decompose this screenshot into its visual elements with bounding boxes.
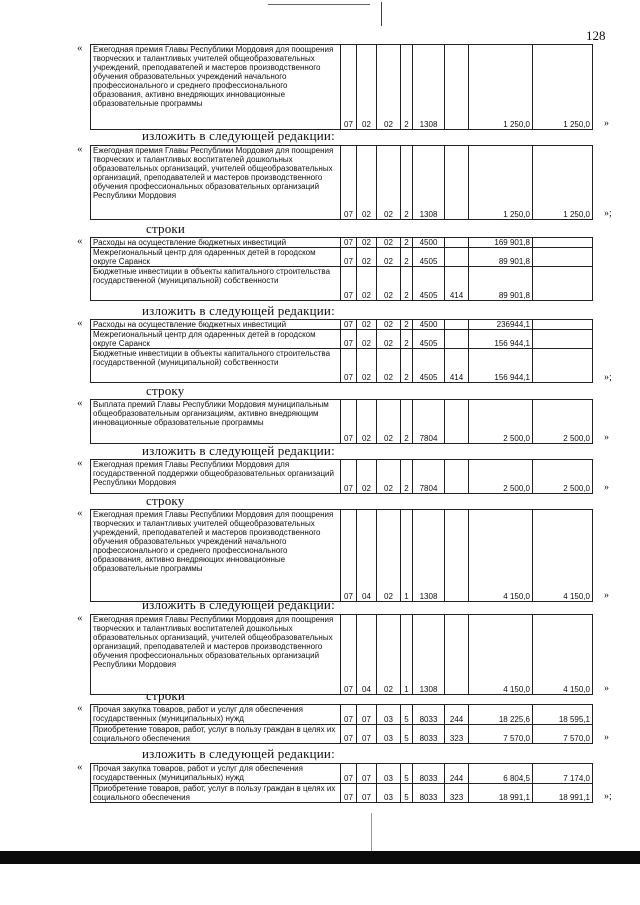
cell-amount-2: 4 150,0 [533,615,593,695]
budget-table [90,763,593,803]
cell-section: 07 [341,784,357,803]
cell-target-a: 02 [377,146,401,220]
cell-expense-type: 244 [445,764,469,784]
close-quote: » [604,482,609,493]
cell-amount-1: 169 901,8 [469,238,533,248]
cell-name: Бюджетные инвестиции в объекты капитального строительства государственной (муниципальной) собственности [91,349,341,383]
cell-target-c: 8033 [413,784,445,803]
cell-amount-1: 7 570,0 [469,725,533,744]
cell-name: Ежегодная премия Главы Республики Мордовия для государственной поддержки общеобразовательных организаций Республики Мордовия [91,460,341,494]
cell-target-b: 5 [401,705,413,725]
cell-name: Расходы на осуществление бюджетных инвестиций [91,320,341,330]
cell-subsection: 02 [357,248,377,267]
cell-subsection: 02 [357,330,377,349]
close-quote: » [604,118,609,129]
cell-subsection: 02 [357,320,377,330]
table-row [91,784,593,803]
cell-amount-2: 2 500,0 [533,460,593,494]
cell-name: Приобретение товаров, работ, услуг в пользу граждан в целях их социального обеспечения [91,784,341,803]
cell-expense-type [445,238,469,248]
cell-target-b: 2 [401,45,413,130]
cell-target-a: 02 [377,238,401,248]
cell-amount-1: 4 150,0 [469,510,533,602]
scan-fold-line [371,813,372,851]
cell-amount-1: 18 991,1 [469,784,533,803]
cell-name: Ежегодная премия Главы Республики Мордовия для поощрения творческих и талантливых учителей общеобразовательных учреждений, преподавателей и мастеров производственного обучения образовательных учреждений начального профессионального и среднего профессионального образования, активно внедряющих инновационные образовательные программы [91,45,341,130]
cell-target-b: 5 [401,725,413,744]
section-heading: изложить в следующей редакции: [142,128,335,143]
cell-amount-1: 18 225,6 [469,705,533,725]
cell-target-b: 1 [401,615,413,695]
scan-edge-bar [0,851,640,864]
cell-expense-type: 414 [445,267,469,301]
table-row [91,238,593,248]
top-rule [268,4,370,5]
cell-name: Расходы на осуществление бюджетных инвестиций [91,238,341,248]
cell-target-b: 2 [401,267,413,301]
section-heading: изложить в следующей редакции: [142,443,335,458]
cell-target-b: 2 [401,400,413,444]
table-row [91,510,593,602]
cell-target-c: 4500 [413,238,445,248]
close-quote: » [604,432,609,443]
table-row [91,615,593,695]
cell-subsection: 02 [357,349,377,383]
cell-section: 07 [341,320,357,330]
section-heading: изложить в следующей редакции: [142,303,335,318]
cell-target-a: 02 [377,45,401,130]
cell-amount-2 [533,248,593,267]
cell-subsection: 07 [357,784,377,803]
cell-expense-type [445,330,469,349]
top-tick-mark [381,2,382,26]
cell-target-b: 5 [401,784,413,803]
cell-name: Бюджетные инвестиции в объекты капитального строительства государственной (муниципальной) собственности [91,267,341,301]
cell-target-c: 4505 [413,267,445,301]
cell-expense-type [445,248,469,267]
cell-target-c: 1308 [413,146,445,220]
cell-section: 07 [341,400,357,444]
budget-table [90,44,593,130]
cell-target-a: 02 [377,320,401,330]
cell-target-a: 02 [377,248,401,267]
cell-amount-2: 1 250,0 [533,45,593,130]
cell-amount-1: 89 901,8 [469,248,533,267]
cell-target-b: 2 [401,238,413,248]
cell-name: Ежегодная премия Главы Республики Мордовия для поощрения творческих и талантливых воспитателей дошкольных образовательных организаций, учителей общеобразовательных организаций, преподавателей и мастеров производственного обучения профессиональных образовательных организаций Республики Мордовия [91,615,341,695]
table-row [91,705,593,725]
cell-target-c: 4505 [413,330,445,349]
cell-amount-2: 4 150,0 [533,510,593,602]
section-heading: строки [146,221,186,236]
cell-target-a: 03 [377,784,401,803]
cell-expense-type [445,320,469,330]
cell-subsection: 02 [357,400,377,444]
close-quote: »; [604,208,612,219]
cell-target-c: 1308 [413,510,445,602]
open-quote: « [77,42,83,54]
open-quote: « [77,761,83,773]
table-row [91,146,593,220]
open-quote: « [77,507,83,519]
cell-target-b: 2 [401,460,413,494]
cell-expense-type [445,510,469,602]
cell-target-c: 4500 [413,320,445,330]
cell-section: 07 [341,330,357,349]
cell-amount-2: 18 595,1 [533,705,593,725]
cell-amount-2: 2 500,0 [533,400,593,444]
cell-subsection: 02 [357,267,377,301]
budget-table [90,145,593,220]
table-row [91,330,593,349]
cell-section: 07 [341,615,357,695]
cell-name: Прочая закупка товаров, работ и услуг для обеспечения государственных (муниципальных) нужд [91,764,341,784]
section-heading: строку [146,493,185,508]
cell-amount-2: 7 570,0 [533,725,593,744]
cell-target-a: 02 [377,349,401,383]
cell-amount-1: 1 250,0 [469,45,533,130]
section-heading: изложить в следующей редакции: [142,746,335,761]
open-quote: « [77,612,83,624]
cell-target-b: 2 [401,330,413,349]
open-quote: « [77,702,83,714]
cell-section: 07 [341,146,357,220]
cell-target-c: 8033 [413,705,445,725]
cell-amount-2 [533,267,593,301]
budget-table [90,399,593,444]
cell-target-b: 2 [401,146,413,220]
cell-amount-2 [533,320,593,330]
cell-amount-2: 1 250,0 [533,146,593,220]
cell-amount-1: 156 944,1 [469,330,533,349]
cell-amount-2 [533,238,593,248]
cell-name: Межрегиональный центр для одаренных детей в городском округе Саранск [91,248,341,267]
table-row [91,45,593,130]
cell-amount-1: 2 500,0 [469,460,533,494]
cell-name: Ежегодная премия Главы Республики Мордовия для поощрения творческих и талантливых учителей общеобразовательных учреждений, преподавателей и мастеров производственного обучения образовательных учреждений начального профессионального и среднего профессионального образования, активно внедряющих инновационные образовательные программы [91,510,341,602]
budget-table [90,237,593,301]
cell-subsection: 07 [357,705,377,725]
cell-section: 07 [341,705,357,725]
cell-target-b: 2 [401,248,413,267]
cell-target-a: 02 [377,615,401,695]
cell-target-a: 03 [377,705,401,725]
budget-table [90,704,593,744]
cell-name: Межрегиональный центр для одаренных детей в городском округе Саранск [91,330,341,349]
open-quote: « [77,317,83,329]
budget-table [90,614,593,695]
cell-expense-type: 414 [445,349,469,383]
close-quote: »; [604,791,612,802]
cell-target-a: 03 [377,764,401,784]
cell-section: 07 [341,764,357,784]
cell-target-c: 7804 [413,400,445,444]
close-quote: »; [604,372,612,383]
open-quote: « [77,457,83,469]
cell-subsection: 07 [357,764,377,784]
cell-section: 07 [341,238,357,248]
cell-name: Прочая закупка товаров, работ и услуг для обеспечения государственных (муниципальных) нужд [91,705,341,725]
cell-section: 07 [341,510,357,602]
cell-expense-type [445,615,469,695]
cell-target-b: 1 [401,510,413,602]
cell-target-a: 02 [377,510,401,602]
cell-target-a: 02 [377,460,401,494]
cell-expense-type [445,460,469,494]
cell-amount-2: 18 991,1 [533,784,593,803]
budget-table [90,319,593,383]
cell-target-a: 02 [377,267,401,301]
cell-target-c: 7804 [413,460,445,494]
open-quote: « [77,143,83,155]
cell-amount-1: 236944,1 [469,320,533,330]
cell-amount-1: 1 250,0 [469,146,533,220]
cell-amount-1: 6 804,5 [469,764,533,784]
cell-expense-type [445,45,469,130]
table-row [91,460,593,494]
table-row [91,764,593,784]
cell-subsection: 07 [357,725,377,744]
cell-section: 07 [341,725,357,744]
cell-target-a: 02 [377,400,401,444]
cell-amount-2: 7 174,0 [533,764,593,784]
cell-expense-type [445,400,469,444]
table-row [91,400,593,444]
cell-section: 07 [341,460,357,494]
cell-amount-1: 2 500,0 [469,400,533,444]
cell-target-c: 8033 [413,725,445,744]
cell-subsection: 02 [357,460,377,494]
section-heading: изложить в следующей редакции: [142,597,335,612]
table-row [91,725,593,744]
cell-amount-2 [533,349,593,383]
close-quote: » [604,590,609,601]
cell-subsection: 04 [357,615,377,695]
section-heading: строки [146,688,186,703]
cell-amount-1: 4 150,0 [469,615,533,695]
cell-amount-1: 89 901,8 [469,267,533,301]
budget-table [90,459,593,494]
table-row [91,267,593,301]
table-row [91,320,593,330]
cell-amount-1: 156 944,1 [469,349,533,383]
cell-name: Выплата премий Главы Республики Мордовия муниципальным общеобразовательным организациям, активно внедряющим инновационные образовательные программы [91,400,341,444]
cell-section: 07 [341,248,357,267]
cell-target-b: 2 [401,320,413,330]
cell-target-a: 02 [377,330,401,349]
budget-table [90,509,593,602]
page-number: 128 [586,28,606,43]
cell-subsection: 02 [357,45,377,130]
open-quote: « [77,235,83,247]
cell-target-c: 1308 [413,615,445,695]
cell-expense-type: 323 [445,725,469,744]
cell-expense-type [445,146,469,220]
close-quote: » [604,683,609,694]
cell-target-a: 03 [377,725,401,744]
open-quote: « [77,397,83,409]
cell-subsection: 04 [357,510,377,602]
cell-target-b: 2 [401,349,413,383]
cell-expense-type: 244 [445,705,469,725]
cell-section: 07 [341,349,357,383]
cell-target-c: 1308 [413,45,445,130]
table-row [91,248,593,267]
close-quote: » [604,732,609,743]
cell-target-c: 4505 [413,248,445,267]
cell-subsection: 02 [357,238,377,248]
cell-name: Ежегодная премия Главы Республики Мордовия для поощрения творческих и талантливых воспитателей дошкольных образовательных организаций, учителей общеобразовательных организаций, преподавателей и мастеров производственного обучения профессиональных образовательных организаций Республики Мордовия [91,146,341,220]
cell-amount-2 [533,330,593,349]
cell-target-c: 4505 [413,349,445,383]
cell-section: 07 [341,267,357,301]
cell-expense-type: 323 [445,784,469,803]
table-row [91,349,593,383]
cell-section: 07 [341,45,357,130]
cell-subsection: 02 [357,146,377,220]
cell-target-c: 8033 [413,764,445,784]
section-heading: строку [146,383,185,398]
cell-target-b: 5 [401,764,413,784]
cell-name: Приобретение товаров, работ, услуг в пользу граждан в целях их социального обеспечения [91,725,341,744]
